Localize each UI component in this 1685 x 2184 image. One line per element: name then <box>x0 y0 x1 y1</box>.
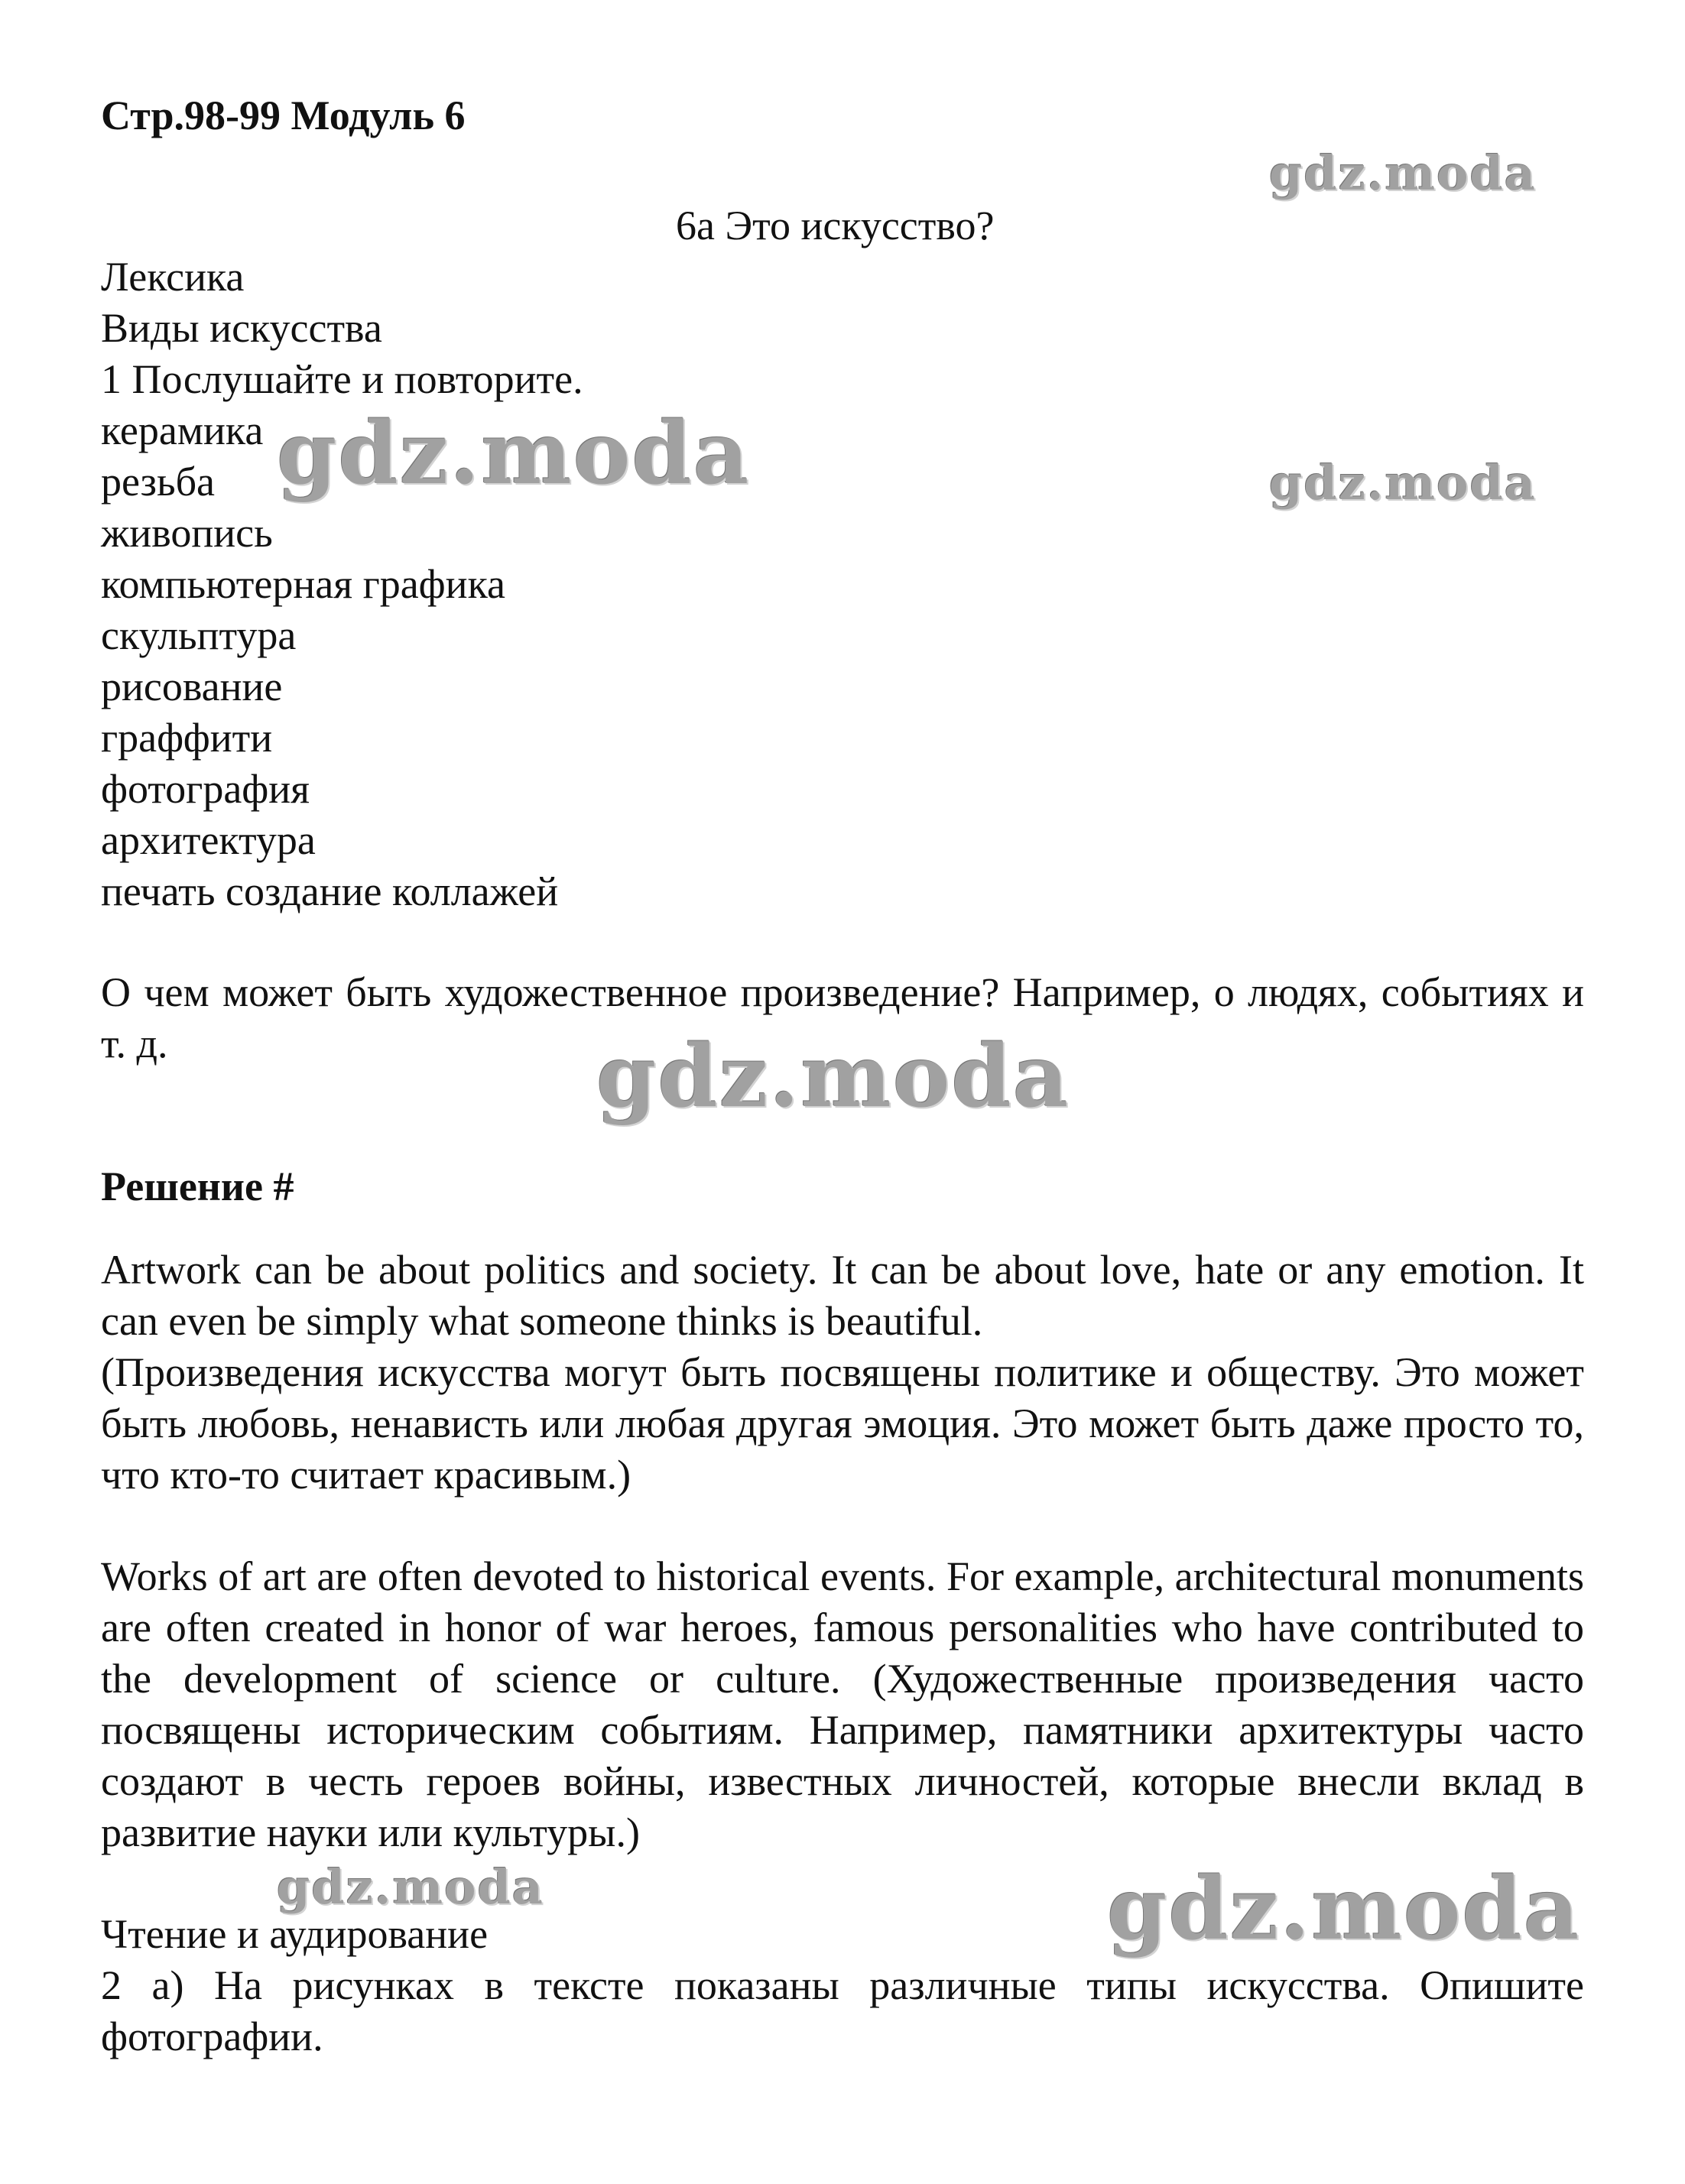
vocab-word: рисование <box>101 664 283 709</box>
task-2-instruction: 2 а) На рисунках в тексте показаны различные типы искусства. Опишите фотографии. <box>101 1962 1584 2059</box>
lesson-title: 6а Это искусство? <box>676 203 995 248</box>
vocab-word: граффити <box>101 715 273 761</box>
page-reference: Стр.98-99 Модуль 6 <box>101 92 466 138</box>
solution-heading: Решение # <box>101 1163 294 1209</box>
section-reading: Чтение и аудирование <box>101 1911 489 1957</box>
watermark: gdz.moda <box>1269 145 1537 201</box>
watermark: gdz.moda <box>596 1027 1070 1127</box>
watermark: gdz.moda <box>1107 1859 1581 1959</box>
vocab-word: фотография <box>101 766 310 812</box>
watermark: gdz.moda <box>277 1859 544 1915</box>
vocabulary-topic: Виды искусства <box>101 305 382 351</box>
task-1-instruction: 1 Послушайте и повторите. <box>101 356 583 402</box>
vocab-word: компьютерная графика <box>101 561 505 607</box>
answer-1-russian: (Произведения искусства могут быть посвящены политике и обществу. Это может быть любовь, ненависть или любая другая эмоция. Это может быть даже просто то, что кто-то считает красивым.) <box>101 1349 1584 1498</box>
watermark: gdz.moda <box>277 404 751 504</box>
watermark: gdz.moda <box>1269 455 1537 511</box>
section-vocabulary: Лексика <box>101 254 245 300</box>
vocab-word: керамика <box>101 407 264 453</box>
vocab-word: живопись <box>101 510 273 556</box>
vocab-word: резьба <box>101 459 216 505</box>
discussion-question: О чем может быть художественное произведение? Например, о людях, событиях и т. д. <box>101 969 1584 1066</box>
answer-1-english: Artwork can be about politics and society. It can be about love, hate or any emotion. It can even be simply what someone thinks is beautiful. <box>101 1247 1584 1344</box>
vocab-word: скульптура <box>101 612 297 658</box>
answer-2: Works of art are often devoted to historical events. For example, architectural monuments are often created in honor of war heroes, famous personalities who have contributed to the development of science or culture. (Художественные произведения часто посвящены историческим событиям. Например, памятники архитектуры часто создают в честь героев войны, известных личностей, которые внесли вклад в развитие науки или культуры.) <box>101 1553 1584 1855</box>
vocab-word: архитектура <box>101 817 316 863</box>
vocab-word: печать создание коллажей <box>101 868 559 914</box>
